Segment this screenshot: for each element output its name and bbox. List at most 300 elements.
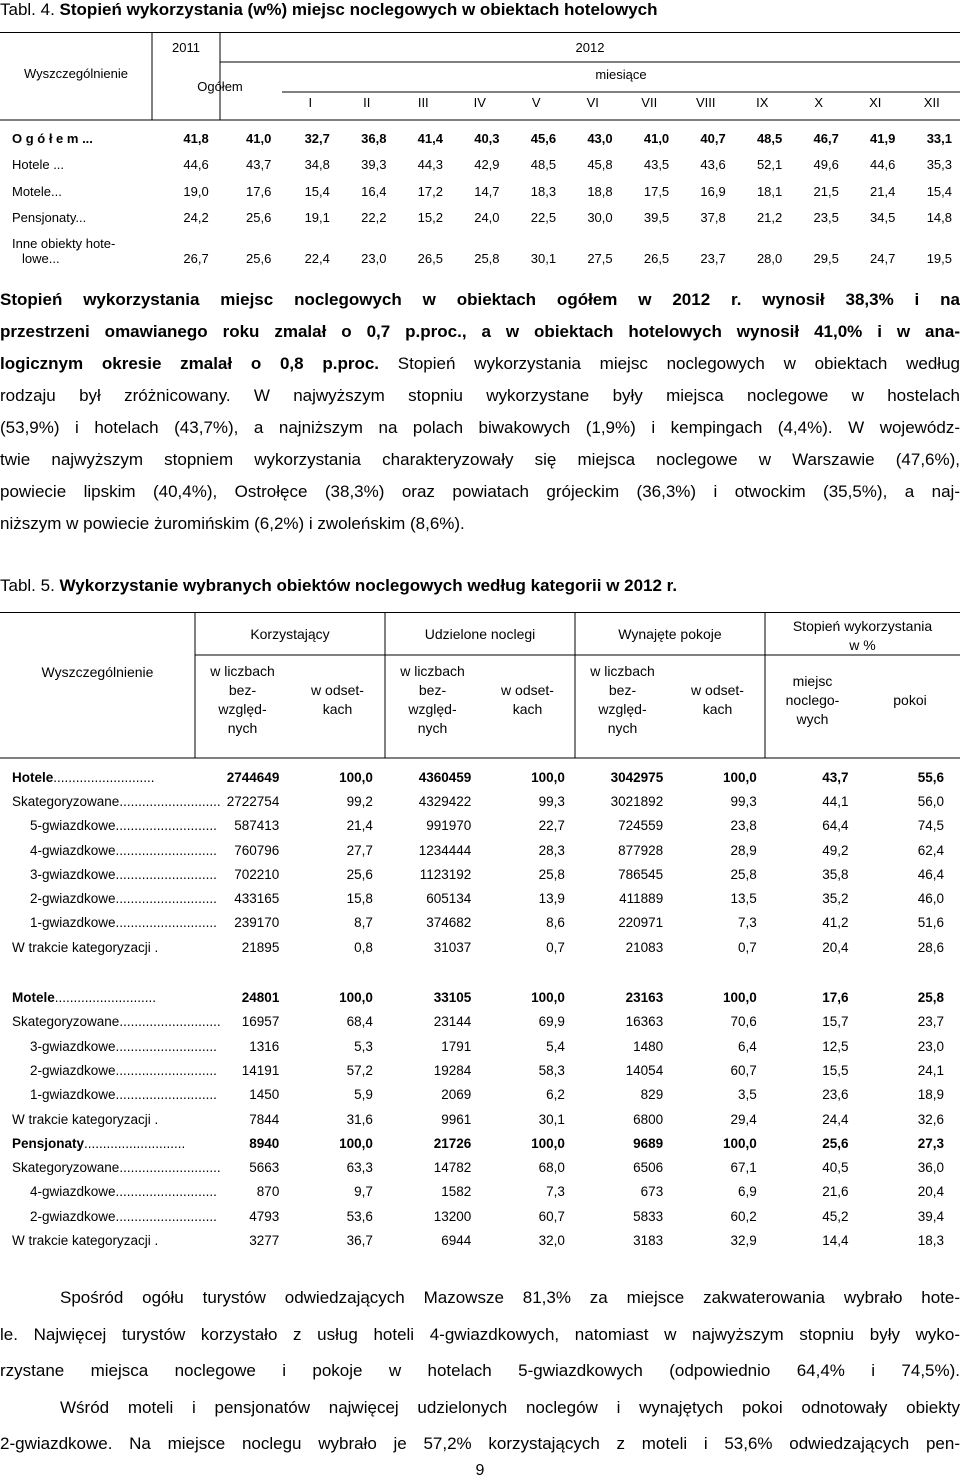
table5-subheader <box>575 660 670 740</box>
table5-cell: 3,5 <box>738 1087 757 1103</box>
table4-row-label: Hotele ... <box>12 157 65 172</box>
table5-cell: 6944 <box>441 1232 472 1248</box>
table4-cell: 41,4 <box>417 130 443 146</box>
table5-cell: 239170 <box>234 915 280 931</box>
table4-spec-header: Wyszczególnienie <box>24 66 128 81</box>
table5-cell: 99,2 <box>346 793 373 809</box>
table5-subheader-line: w liczbach <box>590 663 655 679</box>
table5-row <box>0 838 960 862</box>
table5-cell: 12,5 <box>822 1038 849 1054</box>
table5-cell: 18,9 <box>917 1087 944 1103</box>
table4-cell: 16,4 <box>361 183 387 199</box>
table5-cell: 17,6 <box>822 990 849 1006</box>
table5-subheader <box>670 660 765 740</box>
table5-cell: 21895 <box>241 939 280 955</box>
table4-cell: 43,0 <box>587 130 613 146</box>
table5-cell: 9689 <box>633 1135 664 1151</box>
table4-cell: 23,7 <box>700 251 726 266</box>
table4-cell: 22,5 <box>530 210 557 225</box>
table5-subheader <box>480 660 575 740</box>
table5-cell: 100,0 <box>531 769 565 785</box>
table5-cell: 1316 <box>249 1038 280 1054</box>
table5-util-header <box>765 617 960 655</box>
table5-cell: 6,9 <box>738 1184 757 1200</box>
table4-row-label: O g ó ł e m ... <box>12 130 93 146</box>
table4-cell: 48,5 <box>530 157 557 172</box>
table5-cell: 25,8 <box>917 990 944 1006</box>
table4-cell: 24,7 <box>870 251 896 266</box>
table5-cell: 51,6 <box>917 915 944 931</box>
table4-cell: 44,3 <box>417 157 443 172</box>
table5-cell: 18,3 <box>917 1232 944 1248</box>
table5-cell: 16957 <box>241 1014 280 1030</box>
table5-cell: 55,6 <box>917 769 944 785</box>
table5-cell: 1582 <box>441 1184 472 1200</box>
table4-cell: 52,1 <box>756 157 783 172</box>
table5-cell: 8940 <box>249 1135 280 1151</box>
table5-nights-header: Udzielone noclegi <box>424 626 536 642</box>
table5-row-label <box>0 1107 195 1131</box>
table5-cell: 25,6 <box>346 866 373 882</box>
table5-row-label <box>0 765 195 789</box>
table4-cell: 21,4 <box>870 183 896 199</box>
table5-users-header: Korzystający <box>250 626 330 642</box>
table5-row <box>0 911 960 935</box>
table5-cell: 39,4 <box>917 1208 944 1224</box>
table5-cell: 30,1 <box>538 1111 565 1127</box>
table4-cell: 26,7 <box>183 251 209 266</box>
table4-month: XI <box>869 95 882 110</box>
table5-cell: 3021892 <box>610 793 664 809</box>
table5-cell: 1791 <box>441 1038 472 1054</box>
table5-subheader <box>860 660 960 740</box>
table5-cell: 673 <box>640 1184 664 1200</box>
table5-row <box>0 789 960 813</box>
table5-cell: 100,0 <box>339 769 373 785</box>
table4-row <box>0 175 960 202</box>
table5-cell: 21,6 <box>822 1184 849 1200</box>
table5-subheader-line: bez- <box>228 682 257 698</box>
paragraph-1-line: powiecie lipskim (40,4%), Ostrołęce (38,3%) oraz powiatach grójeckim (36,3%) i otwockim (35,5%), a naj- <box>0 482 960 501</box>
table5-cell: 7844 <box>249 1111 280 1127</box>
table4-cell: 41,0 <box>246 130 272 146</box>
table5-cell: 35,2 <box>822 891 849 907</box>
table5-cell: 877928 <box>618 842 664 858</box>
table5-row-label <box>0 886 217 910</box>
table5-cell: 5,9 <box>354 1087 373 1103</box>
table5-subheader-line: kach <box>512 701 543 717</box>
table5-cell: 70,6 <box>730 1014 757 1030</box>
table5-row-name: Pensjonaty <box>12 1135 85 1151</box>
table5-row-dots: ........................... <box>115 1184 217 1200</box>
table5-row-dots: ........................... <box>119 1160 221 1176</box>
table5-row-label <box>0 814 217 838</box>
table5-cell: 870 <box>256 1184 280 1200</box>
table5-cell: 100,0 <box>723 769 757 785</box>
table4-row-label-line1: Inne obiekty hote- <box>12 236 116 251</box>
table5-row-dots: ........................... <box>119 793 221 809</box>
table5-cell: 724559 <box>618 818 664 834</box>
table4-2012-header: 2012 <box>575 40 605 55</box>
paragraph-2-line: Spośród ogółu turystów odwiedzających Mazowsze 81,3% za miejsce zakwaterowania wybrało hote- <box>60 1288 960 1307</box>
table5-cell: 991970 <box>426 818 472 834</box>
table5-row-dots: ........................... <box>119 1014 221 1030</box>
table5-cell: 57,2 <box>346 1062 373 1078</box>
page-number: 9 <box>475 1462 485 1479</box>
table5-spacer-cell <box>0 959 195 985</box>
table5-cell: 1450 <box>249 1087 280 1103</box>
table5-subheader-line: w odset- <box>501 682 554 698</box>
table5-spacer <box>0 959 960 985</box>
table5-row <box>0 1107 960 1131</box>
table5-cell: 4793 <box>249 1208 280 1224</box>
table5-rooms-header: Wynajęte pokoje <box>618 626 722 642</box>
table5-row <box>0 1155 960 1179</box>
table5-cell: 60,7 <box>730 1062 757 1078</box>
table4-cell: 44,6 <box>870 157 896 172</box>
table4-row <box>0 202 960 229</box>
table5-row-dots: ........................... <box>115 818 217 834</box>
table5-cell: 20,4 <box>917 1184 944 1200</box>
table5-cell: 100,0 <box>339 990 373 1006</box>
table5-row-dots: . <box>150 1232 159 1248</box>
table5-cell: 28,6 <box>917 939 944 955</box>
table4-cell: 26,5 <box>643 251 670 266</box>
table4-cell: 36,8 <box>361 130 387 146</box>
table4-cell: 43,5 <box>643 157 670 172</box>
table5-cell: 7,3 <box>738 915 757 931</box>
table4-cell: 46,7 <box>813 130 839 146</box>
table5-subheader-line: względ- <box>218 701 267 717</box>
table5-cell: 60,2 <box>730 1208 757 1224</box>
table4-month: III <box>417 95 429 110</box>
table5-cell: 58,3 <box>538 1062 565 1078</box>
table5-cell: 33105 <box>433 990 472 1006</box>
paragraph-2-line: 2-gwiazdkowe. Na miejsce noclegu wybrało je 57,2% korzystających z moteli i 53,6% odwiedzających pen- <box>0 1434 960 1453</box>
table5-cell: 68,4 <box>346 1014 373 1030</box>
table5-row <box>0 935 960 959</box>
table5-row-label <box>0 985 195 1009</box>
table5-row-dots: . <box>150 939 159 955</box>
table5-cell: 67,1 <box>730 1160 757 1176</box>
table5-row <box>0 1131 960 1155</box>
table5-row <box>0 1228 960 1252</box>
table5-cell: 786545 <box>618 866 664 882</box>
table4-month: VIII <box>695 95 716 110</box>
table5-subheader-line: nych <box>417 720 448 736</box>
table4-cell: 27,5 <box>587 251 613 266</box>
table4-cell: 21,5 <box>813 183 839 199</box>
table4-cell: 23,0 <box>361 251 387 266</box>
paragraph-1 <box>0 284 960 540</box>
table5-row <box>0 814 960 838</box>
table5-subheader <box>290 660 385 740</box>
table5-cell: 44,1 <box>822 793 849 809</box>
table5-cell: 100,0 <box>723 1135 757 1151</box>
table5-cell: 2722754 <box>226 793 280 809</box>
table5-cell: 100,0 <box>339 1135 373 1151</box>
table5-cell: 3183 <box>633 1232 664 1248</box>
table5-row-label <box>0 1058 217 1082</box>
table5-cell: 5,3 <box>354 1038 373 1054</box>
table5-subheaders <box>195 660 960 740</box>
table5-cell: 25,6 <box>822 1135 849 1151</box>
table4-cell: 25,8 <box>474 251 500 266</box>
table5-cell: 46,0 <box>917 891 944 907</box>
table5-cell: 9961 <box>441 1111 472 1127</box>
table5-cell: 49,2 <box>822 842 849 858</box>
table5-row <box>0 1180 960 1204</box>
table5-cell: 13200 <box>433 1208 472 1224</box>
table5-row <box>0 985 960 1009</box>
table5-row-name: Skategoryzowane <box>12 1160 120 1176</box>
paragraph-1-line: twie najwyższym stopniem wykorzystania charakteryzowały się miejsca noclegowe w Warszawie (47,6%), <box>0 450 960 469</box>
table5-row-label <box>0 1034 217 1058</box>
table5-row-dots: ........................... <box>115 1087 217 1103</box>
table5-row-label <box>0 1010 221 1034</box>
paragraph-1-line: logicznym okresie zmalał o 0,8 p.proc. Stopień wykorzystania miejsc noclegowych w obiektach według <box>0 354 960 373</box>
table4-cell: 40,7 <box>700 130 726 146</box>
table5-title-text: Wykorzystanie wybranych obiektów noclegowych według kategorii w 2012 r. <box>59 576 678 595</box>
table4-cell: 30,0 <box>587 210 613 225</box>
table5-subheader-line: miejsc <box>792 672 833 689</box>
table4-cell: 18,1 <box>756 183 783 199</box>
table5-cell: 15,5 <box>822 1062 849 1078</box>
table5-cell: 46,4 <box>917 866 944 882</box>
table5-row-label <box>0 1155 221 1179</box>
table5-row <box>0 862 960 886</box>
paragraph-1-line: Stopień wykorzystania miejsc noclegowych w obiektach ogółem w 2012 r. wynosił 38,3% i na <box>0 290 960 309</box>
table5-cell: 16363 <box>625 1014 664 1030</box>
table5-row <box>0 1010 960 1034</box>
table5-row-label <box>0 1228 195 1252</box>
table5-row-dots: ........................... <box>115 1208 217 1224</box>
table4-cell: 14,8 <box>926 210 952 225</box>
table5-title <box>0 576 677 596</box>
table5-row-name: W trakcie kategoryzacji <box>12 1232 151 1248</box>
table5-row-dots: . <box>150 1111 159 1127</box>
paragraph-2-line: Wśród moteli i pensjonatów najwięcej udzielonych noclegów i wynajętych pokoi odnotowały obiekty <box>60 1397 960 1417</box>
table5-cell: 100,0 <box>531 990 565 1006</box>
table5-row-name: Motele <box>12 990 55 1006</box>
table4-month: II <box>363 95 371 110</box>
table5-subheader-line: bez- <box>608 682 637 698</box>
table4-cell: 34,5 <box>870 210 896 225</box>
table5-row-name: 4-gwiazdkowe <box>30 842 116 858</box>
table4-month: VI <box>586 95 599 110</box>
table5-cell: 0,7 <box>546 939 565 955</box>
table5-row <box>0 1058 960 1082</box>
table4-cell: 45,6 <box>530 130 557 146</box>
table4-cell: 18,8 <box>587 183 613 199</box>
table4-cell: 18,3 <box>530 183 557 199</box>
paragraph-2 <box>0 1280 960 1463</box>
table5-row-label <box>0 1180 217 1204</box>
table5-row-name: Skategoryzowane <box>12 1014 120 1030</box>
table5-cell: 5663 <box>249 1160 280 1176</box>
table5-subheader-line: pokoi <box>893 691 927 708</box>
table5-cell: 29,4 <box>730 1111 757 1127</box>
paragraph-2-line: le. Najwięcej turystów korzystało z usług hoteli 4-gwiazdkowych, natomiast w najwyższym stopniu były wyko- <box>0 1324 960 1344</box>
table5-cell: 2744649 <box>226 769 280 785</box>
table5-cell: 587413 <box>234 818 280 834</box>
table4-months-header: miesiące <box>595 67 647 82</box>
table4-2011-header: 2011 <box>172 40 200 55</box>
table5-spec-header: Wyszczególnienie <box>41 664 154 680</box>
table4-month: X <box>814 95 824 110</box>
table5-cell: 24,4 <box>822 1111 849 1127</box>
table5-cell: 1123192 <box>419 866 472 882</box>
table5-cell: 23144 <box>433 1014 472 1030</box>
table5-cell: 100,0 <box>723 990 757 1006</box>
table5-row <box>0 1034 960 1058</box>
table4-month-labels <box>282 95 960 110</box>
table4-cell: 45,8 <box>587 157 613 172</box>
table5-subheader-line: kach <box>702 701 733 717</box>
paragraph-2-line: rzystane miejsca noclegowe i pokoje w hotelach 5-gwiazdkowych (odpowiednio 64,4% i 74,5%). <box>0 1361 960 1380</box>
table5-cell: 9,7 <box>354 1184 373 1200</box>
table5-cell: 21,4 <box>346 818 373 834</box>
table5-row-name: 4-gwiazdkowe <box>30 1184 116 1200</box>
table5-cell: 2069 <box>441 1087 472 1103</box>
table5-cell: 1234444 <box>418 842 472 858</box>
table4-cell: 42,9 <box>474 157 500 172</box>
table5-row-label <box>0 911 217 935</box>
table5-cell: 43,7 <box>822 769 849 785</box>
table5-row-label <box>0 862 217 886</box>
table5-cell: 36,0 <box>917 1160 944 1176</box>
table4-body <box>0 122 960 269</box>
table5-row-name: 1-gwiazdkowe <box>30 1087 116 1103</box>
table5-cell: 27,7 <box>346 842 373 858</box>
table5-subheader-line: względ- <box>598 701 647 717</box>
table4-row <box>0 149 960 176</box>
table4-month: I <box>308 95 313 110</box>
table4-cell: 24,0 <box>474 210 500 225</box>
table5-row-label <box>0 935 195 959</box>
table4-title <box>0 0 658 20</box>
table5-util-line1: Stopień wykorzystania <box>792 618 933 634</box>
table4-cell: 17,5 <box>643 183 670 199</box>
table5-cell: 14,4 <box>822 1232 849 1248</box>
table4-total-header: Ogółem <box>197 79 243 94</box>
table5-subheader-line: w liczbach <box>400 663 465 679</box>
table4-cell: 15,4 <box>926 183 952 199</box>
table5-subheader-line: wych <box>796 710 829 727</box>
table4-cell: 28,0 <box>756 251 783 266</box>
table4-cell: 19,1 <box>304 210 330 225</box>
table5-cell: 760796 <box>234 842 280 858</box>
table5-row-name: Hotele <box>12 769 54 785</box>
table4-cell: 35,3 <box>926 157 952 172</box>
table4-cell: 21,2 <box>756 210 783 225</box>
table4-row <box>0 228 960 269</box>
table4-cell: 25,6 <box>246 210 272 225</box>
table5-cell: 829 <box>640 1087 664 1103</box>
table5-cell: 25,8 <box>730 866 757 882</box>
table5-row-dots: ........................... <box>84 1135 186 1151</box>
table4-cell: 15,4 <box>304 183 330 199</box>
table5-cell: 23,0 <box>917 1038 944 1054</box>
table5-cell: 32,0 <box>538 1232 565 1248</box>
table5-cell: 32,6 <box>917 1111 944 1127</box>
table5-row-dots: ........................... <box>115 1062 217 1078</box>
table5-cell: 20,4 <box>822 939 849 955</box>
table5-subheader <box>385 660 480 740</box>
table4-cell: 24,2 <box>183 210 209 225</box>
table5-cell: 40,5 <box>822 1160 849 1176</box>
table5-cell: 411889 <box>619 891 664 907</box>
table4-cell: 17,2 <box>417 183 443 199</box>
paragraph-1-line: przestrzeni omawianego roku zmalał o 0,7 p.proc., a w obiektach hotelowych wynosił 41,0% i w ana- <box>0 322 960 341</box>
table5-cell: 702210 <box>234 866 280 882</box>
table5-cell: 7,3 <box>546 1184 565 1200</box>
table5-row-label <box>0 789 221 813</box>
table4-label: Tabl. 4. <box>0 0 55 19</box>
table5-cell: 68,0 <box>538 1160 565 1176</box>
table5-cell: 3277 <box>249 1232 280 1248</box>
table5-row-dots: ........................... <box>115 1038 217 1054</box>
table5-cell: 24,1 <box>917 1062 944 1078</box>
table4-cell: 43,7 <box>246 157 272 172</box>
table4-month: IX <box>756 95 769 110</box>
table4-cell: 22,2 <box>361 210 387 225</box>
table5-subheader <box>765 660 860 740</box>
table5-cell: 23,6 <box>822 1087 849 1103</box>
table5-cell: 5,4 <box>546 1038 565 1054</box>
paragraph-1-line: rodzaju był zróżnicowany. W najwyższym stopniu wykorzystane były miejsca noclegowe w hostelach <box>0 386 960 405</box>
table5-cell: 27,3 <box>917 1135 944 1151</box>
table5-cell: 23,7 <box>917 1014 944 1030</box>
table5-cell: 23163 <box>625 990 664 1006</box>
table5-cell: 5833 <box>633 1208 664 1224</box>
table5-row-label <box>0 1083 217 1107</box>
table5-cell: 28,9 <box>730 842 757 858</box>
table4-cell: 44,6 <box>183 157 209 172</box>
table5-cell: 99,3 <box>730 793 757 809</box>
table5-cell: 31,6 <box>346 1111 373 1127</box>
table5-cell: 3042975 <box>610 769 664 785</box>
table4-cell: 43,6 <box>700 157 726 172</box>
table4-month: V <box>531 95 541 110</box>
table4-cell: 41,9 <box>870 130 896 146</box>
table4-cell: 22,4 <box>304 251 330 266</box>
table4-row-label: Motele... <box>12 183 62 199</box>
table5-row-name: 3-gwiazdkowe <box>30 866 116 882</box>
table4-cell: 48,5 <box>756 130 783 146</box>
table4-cell: 49,6 <box>813 157 839 172</box>
table5-cell: 23,8 <box>730 818 757 834</box>
table4-month: VII <box>641 95 658 110</box>
table5-cell: 53,6 <box>346 1208 373 1224</box>
table5-row-name: Skategoryzowane <box>12 793 120 809</box>
table5-row <box>0 886 960 910</box>
table5-cell: 6800 <box>633 1111 664 1127</box>
table5-cell: 74,5 <box>917 818 944 834</box>
table5-row-name: 2-gwiazdkowe <box>30 891 116 907</box>
table5-row-dots: ........................... <box>115 891 217 907</box>
table5-subheader-line: nych <box>607 720 638 736</box>
table5-subheader-line: noclego- <box>785 691 840 708</box>
paragraph-1-bold-part: logicznym okresie zmalał o 0,8 p.proc. <box>0 354 380 373</box>
table4-cell: 25,6 <box>246 251 272 266</box>
table4-cell: 30,1 <box>530 251 557 266</box>
table5-row-name: 3-gwiazdkowe <box>30 1038 116 1054</box>
table5-cell: 374682 <box>426 915 472 931</box>
table4-cell: 34,8 <box>304 157 330 172</box>
table4-cell: 29,5 <box>813 251 839 266</box>
table5-cell: 60,7 <box>538 1208 565 1224</box>
